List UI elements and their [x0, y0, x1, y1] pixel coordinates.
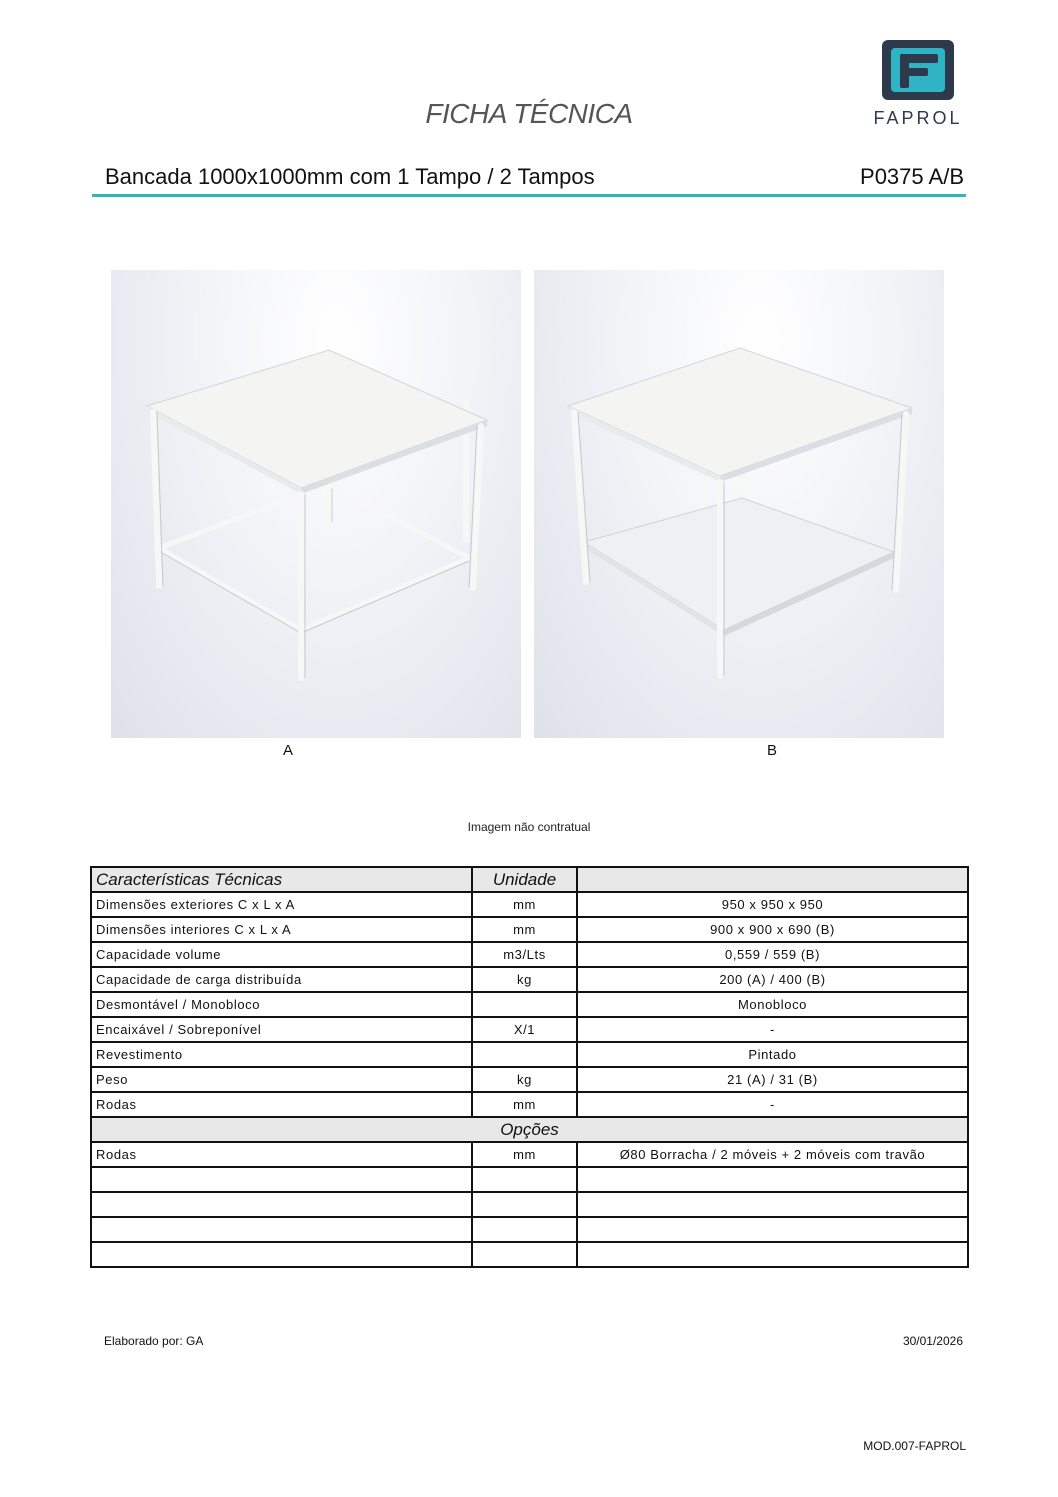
- row-value: 0,559 / 559 (B): [577, 942, 968, 967]
- table-row: [91, 942, 968, 967]
- table-two-tops-illustration: [534, 270, 944, 738]
- option-unit: [472, 1192, 577, 1217]
- option-value: Ø80 Borracha / 2 móveis + 2 móveis com travão: [577, 1142, 968, 1167]
- option-value: [577, 1192, 968, 1217]
- product-name: Bancada 1000x1000mm com 1 Tampo / 2 Tampos: [105, 164, 595, 189]
- table-row: [91, 1167, 968, 1192]
- option-label: [91, 1192, 472, 1217]
- option-value: [577, 1242, 968, 1267]
- table-row: [91, 967, 968, 992]
- row-unit: mm: [472, 1092, 577, 1117]
- table-row: [91, 1242, 968, 1267]
- row-label: Rodas: [91, 1092, 472, 1117]
- option-value: [577, 1167, 968, 1192]
- row-label: Dimensões interiores C x L x A: [91, 917, 472, 942]
- row-label: Peso: [91, 1067, 472, 1092]
- row-value: 950 x 950 x 950: [577, 892, 968, 917]
- header-unit: Unidade: [472, 867, 577, 892]
- option-unit: [472, 1167, 577, 1192]
- row-value: Monobloco: [577, 992, 968, 1017]
- table-row: [91, 917, 968, 942]
- row-label: Revestimento: [91, 1042, 472, 1067]
- row-value: -: [577, 1017, 968, 1042]
- row-unit: kg: [472, 967, 577, 992]
- row-value: 200 (A) / 400 (B): [577, 967, 968, 992]
- row-unit: kg: [472, 1067, 577, 1092]
- row-unit: mm: [472, 892, 577, 917]
- row-label: Capacidade volume: [91, 942, 472, 967]
- table-row: [91, 1042, 968, 1067]
- table-row: [91, 892, 968, 917]
- form-code: MOD.007-FAPROL: [863, 1439, 966, 1453]
- logo-text: FAPROL: [873, 108, 963, 128]
- row-unit: [472, 1042, 577, 1067]
- option-label: [91, 1217, 472, 1242]
- product-image-b: [534, 270, 944, 738]
- row-unit: [472, 992, 577, 1017]
- document-date: 30/01/2026: [902, 1334, 963, 1348]
- title-divider: [92, 194, 966, 197]
- row-value: 900 x 900 x 690 (B): [577, 917, 968, 942]
- table-row: [91, 1017, 968, 1042]
- row-unit: m3/Lts: [472, 942, 577, 967]
- option-label: [91, 1167, 472, 1192]
- option-unit: [472, 1242, 577, 1267]
- page-title: FICHA TÉCNICA: [425, 98, 633, 129]
- header-characteristics: Características Técnicas: [91, 867, 472, 892]
- table-header-row: [91, 867, 968, 892]
- row-label: Encaixável / Sobreponível: [91, 1017, 472, 1042]
- row-value: Pintado: [577, 1042, 968, 1067]
- row-value: 21 (A) / 31 (B): [577, 1067, 968, 1092]
- row-unit: X/1: [472, 1017, 577, 1042]
- option-unit: mm: [472, 1142, 577, 1167]
- row-label: Desmontável / Monobloco: [91, 992, 472, 1017]
- row-value: -: [577, 1092, 968, 1117]
- spec-table: [90, 866, 969, 1268]
- options-section-row: [91, 1117, 968, 1142]
- header-value: [577, 867, 968, 892]
- row-label: Dimensões exteriores C x L x A: [91, 892, 472, 917]
- product-code: P0375 A/B: [860, 164, 964, 189]
- image-b-caption: B: [766, 742, 777, 759]
- table-one-top-illustration: [111, 270, 521, 738]
- faprol-logo: [872, 38, 964, 130]
- option-label: [91, 1242, 472, 1267]
- row-unit: mm: [472, 917, 577, 942]
- table-row: [91, 1092, 968, 1117]
- logo-mark-icon: [882, 40, 954, 100]
- option-label: Rodas: [91, 1142, 472, 1167]
- options-title: Opções: [91, 1117, 968, 1142]
- table-row: [91, 1142, 968, 1167]
- option-value: [577, 1217, 968, 1242]
- table-row: [91, 1217, 968, 1242]
- table-row: [91, 1192, 968, 1217]
- prepared-by: Elaborado por: GA: [104, 1334, 204, 1348]
- table-row: [91, 992, 968, 1017]
- product-image-a: [111, 270, 521, 738]
- image-disclaimer: Imagem não contratual: [467, 820, 591, 834]
- table-row: [91, 1067, 968, 1092]
- image-a-caption: A: [282, 742, 293, 759]
- option-unit: [472, 1217, 577, 1242]
- row-label: Capacidade de carga distribuída: [91, 967, 472, 992]
